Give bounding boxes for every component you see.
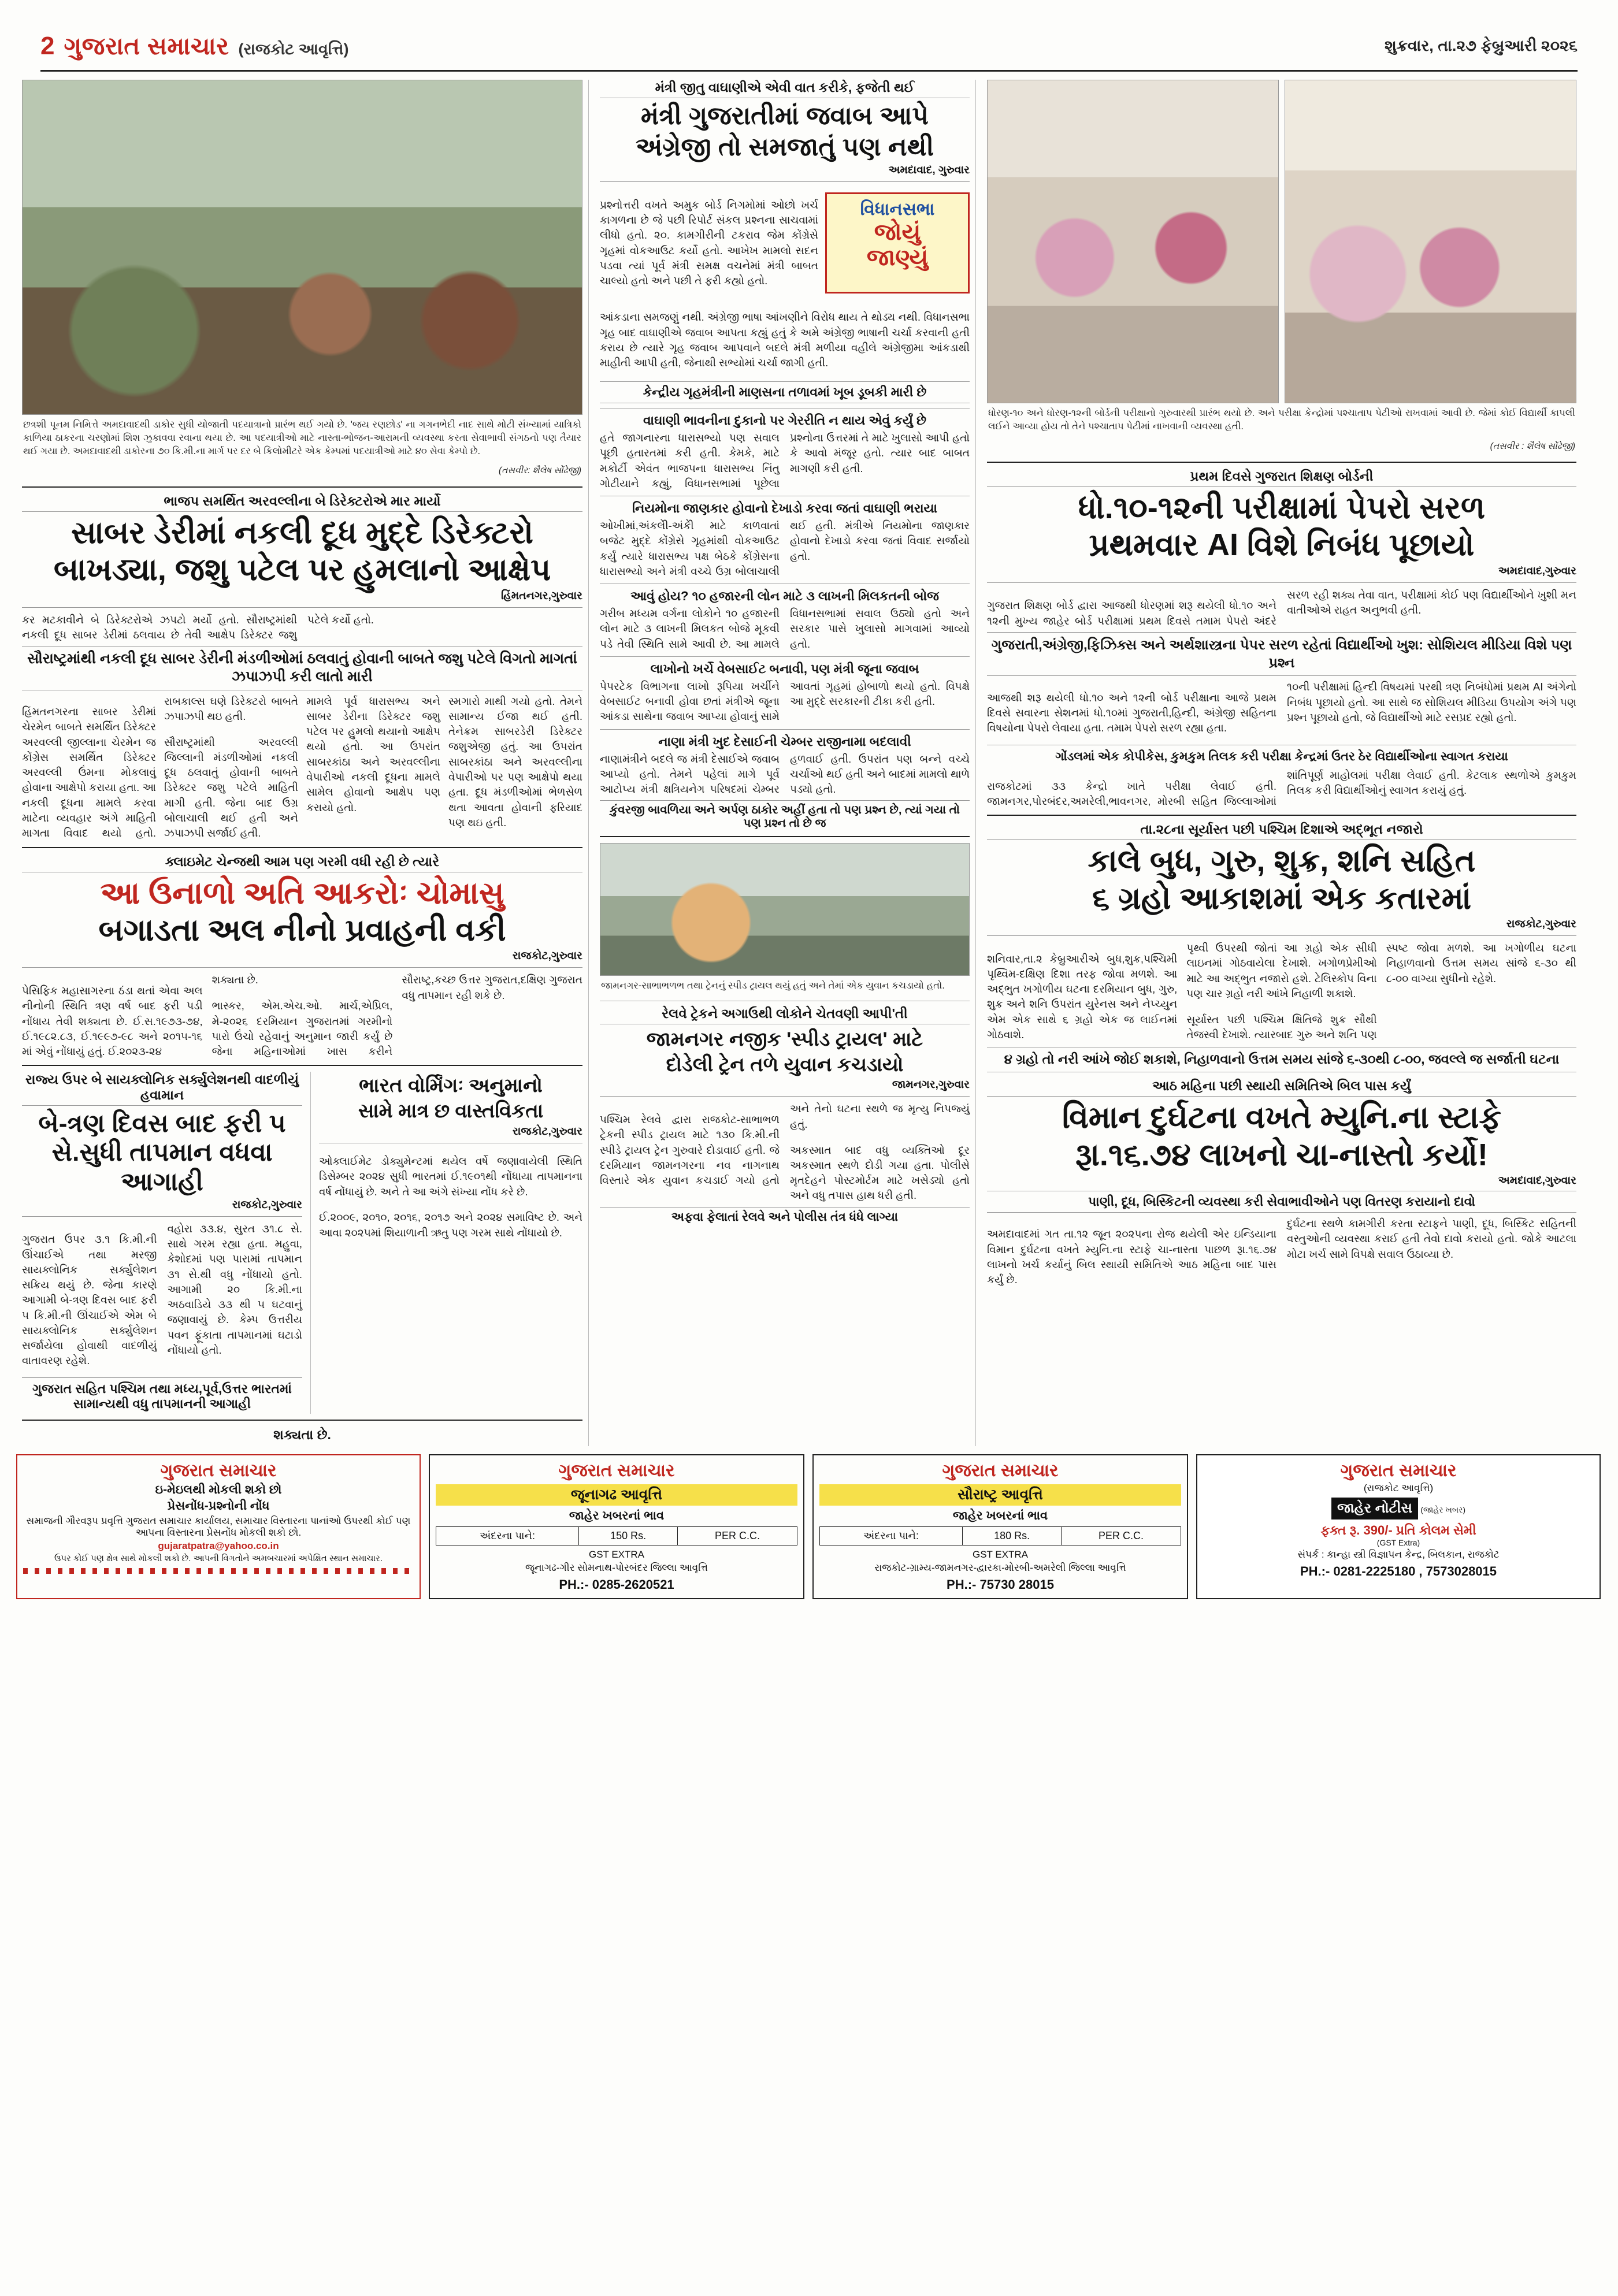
dairy-headline-1: સાબર ડેરીમાં નકલી દૂધ મુદ્દે ડિરેક્ટરો — [71, 515, 533, 550]
ad-email-notice[interactable] — [16, 1454, 421, 1599]
municipal-headline-1: વિમાન દુર્ઘટના વખતે મ્યુનિ.ના સ્ટાફે — [1062, 1100, 1501, 1135]
ad-1-extra: GST EXTRA — [588, 1548, 645, 1560]
vidhansabha-box — [825, 192, 970, 293]
page-number: 2 — [40, 32, 55, 60]
mid-story-0-text: હતે જાગનારના ધારાસભ્યો પણ સવાલ પૂછી હતારતમાં કરી હતી. કેમકે, માટે મકોર્ટી એવંત ભાજપના ધારાસભ્ય નિંતુ ગોટીયાને કહ્યું, વિધાનસભામાં પૂછેલા પ્રશ્નોના ઉત્તરમાં તે માટે ખુલાસો આપી હતો કે આવો મંજૂર હતો. ત્યાર બાદ બાબત માગણી કરી હતી. — [600, 431, 970, 489]
page-grid — [0, 72, 1618, 1446]
mid-story-4-headline: નાણા મંત્રી ખુદ દેસાઈની ચેમ્બર રાજીનામા બદલાવી — [658, 734, 911, 749]
minister-para-0: પ્રશ્નોત્તરી વખતે અમુક બોર્ડ નિગમોમાં ઓછો ખર્ચ કાગળના છે જે પછી રિપોર્ટ સંકલ પ્રશ્નના સાચવામાં લીધો હતો. ૨૦. કામગીરીની ટકરાવ જેમ કોંગ્રેસે ગૃહમાં વોકઆઉટ કર્યો હતો. આખેખ મામલો સદન પડવા ત્યાં પૂર્વ મંત્રી સમક્ષ વચનેમાં મંત્રી બાબત ચાલ્યો હતો અને પછી તે ફરી કહ્યો હતો. — [600, 198, 818, 287]
india-warming-byline: રાજકોટ,ગુરુવાર — [512, 1125, 582, 1138]
ad-1-sub: જાહેર ખબરનાં ભાવ — [569, 1509, 665, 1522]
middle-column — [594, 80, 975, 1446]
speed-headline-2: દોડેલી ટ્રેન તળે યુવાન કચડાયો — [666, 1054, 904, 1076]
speed-para-1: અકસ્માત બાદ વધુ વ્યક્તિઓ દૂર અકસ્માત સ્થળે દોડી ગયા હતા. પોલીસે મૃતદેહને પોસ્ટમોર્ટમ માટે ખસેડ્યો હતો અને વધુ તપાસ હાથ ધરી હતી. — [790, 1143, 970, 1202]
ad-3-phone[interactable]: PH.:- 0281-2225180 , 7573028015 — [1300, 1563, 1497, 1578]
ad-3-logo: ગુજરાત સમાચાર — [1340, 1461, 1457, 1480]
ad-1-phone[interactable]: PH.:- 0285-2620521 — [559, 1577, 674, 1592]
minister-headline-1: મંત્રી ગુજરાતીમાં જવાબ આપે — [641, 102, 929, 130]
climate-para-0: પેસિફિક મહાસાગરના ઠંડા થતાં એવા અલ નીનોની સ્થિતિ ત્રણ વર્ષ બાદ ફરી પડી નોંધાય તેવી શક્યતા છે. ઈ.સ.૧૯૭૩-૭૪, ઈ.૧૯૮૨.૮૩, ઈ.૧૯૯૭-૯૮ અને ૨૦૧૫-૧૬ માં એવું નોંધાયું હતું. ઈ.૨૦૨૩-૨૪ — [22, 984, 203, 1058]
india-warming-headline-2: સામે માત્ર છ વાસ્તવિકતા — [358, 1100, 544, 1123]
ad-3-gst: (GST Extra) — [1376, 1537, 1420, 1547]
planets-para-0: શનિવાર,તા.૨ કેબ્રુઆરીએ બુધ,શુક્ર,પશ્ચિમી પૃથ્વિમ-દક્ષિણ દિશા તરફ જોવા મળશે. આ અદ્ભુત ખગોળીય ઘટના દરમિયાન બુધ, ગુરુ, શુક્ર અને શનિ ઉપરાંત યુરેનસ અને નેપ્ચ્યુન એમ એક સાથે ૬ ગ્રહો એક જ લાઈનમાં ગોઠવાશે. — [987, 952, 1178, 1041]
climate-footer-note: શક્યતા છે. — [273, 1426, 331, 1442]
ad-1-yellow: જૂનાગઢ આવૃત્તિ — [436, 1484, 797, 1506]
newspaper-title: ગુજરાત સમાચાર — [64, 32, 229, 60]
ad-0-logo: ગુજરાત સમાચાર — [160, 1461, 277, 1480]
edition-label: (રાજકોટ આવૃત્તિ) — [238, 40, 349, 58]
climate-byline: રાજકોટ,ગુરુવાર — [512, 950, 582, 963]
planets-byline: રાજકોટ,ગુરુવાર — [1506, 918, 1576, 931]
ad-0-dots-decoration — [23, 1568, 414, 1574]
speed-kicker: રેલવે ટ્રેકને અગાઉથી લોકોને ચેતવણી આપી'તી — [600, 1006, 970, 1024]
board-subhead-2: ગોંડલમાં એક કોપીકેસ, કુમકુમ તિલક કરી પરીક્ષા કેન્દ્રમાં ઉતર ઠેર વિદ્યાર્થીઓના સ્વાગત કરાયા — [987, 745, 1576, 764]
photo-exam-1 — [987, 80, 1279, 403]
ad-2-yellow: સૌરાષ્ટ્ર આવૃત્તિ — [819, 1484, 1181, 1506]
ad-1-rate-unit: PER C.C. — [677, 1526, 797, 1545]
mid-story-3-headline: લાખોનો ખર્ચે વેબસાઈટ બનાવી, પણ મંત્રી જૂના જવાબ — [650, 661, 919, 676]
vs-line-1: વિધાનસભા — [860, 200, 935, 220]
ad-3-price: ફક્ત રૂ. 390/- પ્રતિ કોલમ સેમી — [1320, 1522, 1476, 1537]
photo-padyatra — [22, 80, 582, 415]
ad-2-region: રાજકોટ-ગ્રામ્ય-જામનગર-દ્વારકા-મોરબી-અમરેલી જિલ્લા આવૃત્તિ — [874, 1562, 1126, 1573]
vs-line-2: જોયું — [874, 220, 921, 246]
india-warming-para-0: ઓક્લાઈમેટ ડોક્યુમેન્ટમાં થયેલ વર્ષે જણાવાયેલી સ્થિતિ ડિસેમ્બર ૨૦૨૪ સુધી ભારતમાં ઈ.૧૯૦૧થી નોંધાયા તાપમાનના વર્ષ નોંધાયું છે. અને તે આ અંગે સંખ્યા નોંધ કરે છે. — [319, 1155, 582, 1198]
ad-0-email[interactable]: gujaratpatra@yahoo.co.in — [158, 1540, 279, 1551]
divider-1 — [588, 80, 594, 1446]
right-column — [981, 80, 1582, 1446]
photo-speed-trial-caption: જામનગર-સાભાભળભ તથા ટ્રેનનું સ્પીડ ટ્રાયલ થયું હતું અને તેમાં એક યુવાન કચડાયો હતો. — [601, 980, 945, 991]
temp-headline: બે-ત્રણ દિવસ બાદ ફરી ૫ સે.સુધી તાપમાન વધવા આગાહી — [38, 1109, 286, 1196]
planets-para-1: પૃથ્વી ઉપરથી જોતાં આ ગ્રહો એક સીધી લાઇનમાં ગોઠવાયેલા દેખાશે. ખગોળપ્રેમીઓ માટે આ અદ્ભુત નજારો હશે. ટેલિસ્કોપ વિના પણ ચાર ગ્રહો નરી આંખે નિહાળી શકાશે. — [1186, 942, 1377, 1000]
ad-1-rate-label: અંદરના પાને: — [436, 1526, 579, 1545]
dairy-subhead: સૌરાષ્ટ્રમાંથી નકલી દૂધ સાબર ડેરીની મંડળીઓમાં ઠલવાતું હોવાની બાબતે જશુ પટેલે વિગતો માગતાં ઝપાઝપી કરી લાતો મારી — [22, 646, 582, 690]
mid-story-2-text: ગરીબ મધ્યમ વર્ગના લોકોને ૧૦ હજારની લોન માટે ૩ લાખની મિલકત બોજે મૂકવી પડે તેવી સ્થિતિ સામે આવી છે. આ મામલે વિધાનસભામાં સવાલ ઉઠ્યો હતો અને સરકાર પાસે ખુલાસો માગવામાં આવ્યો હતો. — [600, 607, 970, 650]
board-headline-2: પ્રથમવાર AI વિશે નિબંધ પૂછાયો — [1089, 527, 1475, 563]
municipal-headline-2: રૂા.૧૬.૭૪ લાખનો ચા-નાસ્તો કર્યો! — [1075, 1137, 1489, 1172]
ad-public-notice[interactable] — [1196, 1454, 1601, 1599]
board-para-2: ૧૦ની પરીક્ષામાં હિન્દી વિષયમાં પરથી ત્રણ નિબંધોમાં પ્રથમ AI અંગેનો નિબંધ પૂછાયો હતો. આ સાથે જ સોશિયલ મીડિયા ઉપયોગ અંગે પણ પ્રશ્ન પૂછાયો હતો, જે વિદ્યાર્થીઓ માટે રસપ્રદ રહ્યો હતો. — [1287, 681, 1576, 723]
bottom-ads — [0, 1446, 1618, 1617]
board-byline: અમદાવાદ,ગુરુવાર — [1498, 564, 1576, 577]
climate-kicker: ક્લાઇમેટ ચેન્જથી આમ પણ ગરમી વધી રહી છે ત્યારે — [22, 854, 582, 872]
india-warming-para-1: ઈ.૨૦૦૯, ૨૦૧૦, ૨૦૧૬, ૨૦૧૭ અને ૨૦૨૪ સમાવિષ્ટ છે. અને આવા ૨૦૨૫માં શિયાળાની ઋતુ પણ ગરમ સાથે નોંધાયો છે. — [319, 1211, 582, 1239]
ad-2-sub: જાહેર ખબરનાં ભાવ — [952, 1509, 1048, 1522]
climate-headline-1: આ ઉનાળો અતિ આકરોઃ ચોમાસુ — [100, 875, 504, 911]
mid-story-3-text: પેપરટેક વિભાગના લાખો રૂપિયા ખર્ચીને વેબસાઈટ બનાવી હોવા છતાં મંત્રીએ જૂના આંકડા સાથેના જવાબ આપ્યા હોવાનું સામે આવતાં ગૃહમાં હોબાળો થયો હતો. વિપક્ષે આ મુદ્દે સરકારની ટીકા કરી હતી. — [600, 679, 970, 723]
ad-2-logo: ગુજરાત સમાચાર — [942, 1461, 1059, 1480]
mid-story-4-text: નાણામંત્રીને બદલે જ મંત્રી દેસાઈએ જવાબ આપ્યો હતો. તેમને પહેલાં માગે પૂર્વ આટોપ્ય મંત્રી ક્ષત્રિયનેગ પરિષદમાં ચેમ્બર હળવાઈ હતી. ઉપરાંત પણ બન્ને વચ્ચે ચર્ચાઓ થઈ હતી અને બાદમાં મામલો થાળે પડ્યો હતો. — [600, 752, 970, 796]
ad-0-line1: ઇ-મેઇલથી મોકલી શકો છો — [155, 1483, 282, 1496]
ad-1-rate-table — [436, 1526, 797, 1545]
minister-headline-2: અંગ્રેજી તો સમજાતું પણ નથી — [635, 133, 934, 162]
planets-headline-2: ૬ ગ્રહો આકાશમાં એક કતારમાં — [1092, 880, 1472, 916]
dairy-lead: કર મટકાવીને બે ડિરેક્ટરોએ ઝપટો મર્યો હતો. સૌરાષ્ટ્રમાંથી નકલી દૂધ સાબર ડેરીમાં ઠલવાય છે તેવી આક્ષેપ ડિરેક્ટર જશુ પટેલે કર્યો હતો. — [22, 613, 374, 641]
ad-2-rate-value: 180 Rs. — [963, 1526, 1062, 1545]
ad-1-region: જૂનાગઢ-ગીર સોમનાથ-પોરબંદર જિલ્લા આવૃત્તિ — [525, 1562, 708, 1573]
municipal-para-1: દુર્ઘટના સ્થળે કામગીરી કરતા સ્ટાફને પાણી, દૂધ, બિસ્કિટ સહિતની વસ્તુઓની વ્યવસ્થા કરાઈ હતી તેવો દાવો કરાયો હતો. જોકે આટલા મોટા ખર્ચ સામે વિપક્ષે સવાલ ઉઠાવ્યા છે. — [1287, 1217, 1576, 1260]
date-line: શુક્રવાર, તા.૨૭ ફેબ્રુઆરી ૨૦૨૬ — [1385, 37, 1578, 54]
ad-2-rate-label: અંદરના પાને: — [820, 1526, 963, 1545]
mid-story-2-headline: આવું હોય? ૧૦ હજારની લોન માટે ૩ લાખની મિલકતની બોજ — [630, 589, 939, 604]
climate-headline-2: બગાડતા અલ નીનો પ્રવાહની વકી — [98, 913, 506, 948]
municipal-byline: અમદાવાદ,ગુરુવાર — [1498, 1174, 1576, 1187]
ad-saurashtra-rates[interactable] — [812, 1454, 1188, 1599]
dairy-headline-2: બાખડ્યા, જશુ પટેલ પર હુમલાનો આક્ષેપ — [53, 552, 551, 588]
climate-para-1: શક્યતા છે. — [211, 974, 258, 986]
planets-subhead: ૪ ગ્રહો તો નરી આંખે જોઈ શકાશે, નિહાળવાનો ઉત્તમ સમય સાંજે ૬-૩૦થી ૮-૦૦, જવલ્લે જ સર્જાતી ઘટના — [987, 1047, 1576, 1072]
photo-exam-2 — [1285, 80, 1576, 403]
india-warming-headline-1: ભારત વોર્મિંગઃ અનુમાનો — [359, 1075, 543, 1097]
minister-para-1: આંકડાના સમજણું નથી. અંગ્રેજી ભાષા આંખણીને વિરોધ થાય તે થોડ્ય નથી. વિધાનસભા ગૃહ બાદ વાઘાણીએ જવાબ આપતા કહ્યું હતું કે અમે અંગ્રેજી ભાષાની ચર્ચા કરવાની હતી કરાય છે ત્યારે ગૃહ જવાબ આપવાને બદલે મંત્રી મળીયા વહીલે અંગ્રેજીમા આંકડાથી માહીતી આપી હતી, જેનાથી સભ્યોમાં ચર્ચા જાગી હતી. — [600, 311, 970, 369]
ad-junagadh-rates[interactable] — [429, 1454, 804, 1599]
ad-3-black-label: જાહેર નોટીસ — [1331, 1498, 1418, 1519]
temp-kicker: રાજ્ય ઉપર બે સાયક્લોનિક સર્ક્યુલેશનથી વાદળીયું હવામાન — [22, 1072, 302, 1106]
ad-0-body: સમાજની ગૌરવરૂપ પ્રવૃત્તિ ગુજરાત સમાચાર કાર્યાલય, સમાચાર વિસ્તારના પાનાંઓ ઉપરથી કોઈ પણ આપના વિસ્તારના પ્રેસનોંધ મોકલી શકો છો. — [26, 1515, 411, 1538]
minister-subhead: કેન્દ્રીય ગૃહમંત્રીની માણસના તળાવમાં ખૂબ ડૂબકી મારી છે — [600, 381, 970, 403]
photo-speed-trial — [600, 843, 970, 976]
mid-story-1-text: ઓખીમાં,અંકલેી-અંકેી માટે કાળવાતાં બજેટ મુદ્દે કોંગ્રેસે ગૃહમાંથી વોકઆઉટ કર્યું ત્યારે ધારાસભ્ય પક્ષ બેઠકે કોંગ્રેસના ધારાસભ્યો અને મંત્રી વચ્ચે ઉગ્ર બોલાચાલી થઈ હતી. મંત્રીએ નિયમોના જાણકાર હોવાનો દેખાડો કરવા જતાં વિવાદ સર્જાયો હતો. — [600, 519, 970, 577]
ad-3-contact: સંપર્ક : કાન્હા સ્ત્રી વિજ્ઞાપન કેન્દ્ર, બિલકાન, રાજકોટ — [1297, 1548, 1500, 1560]
speed-para-0: પશ્ચિમ રેલવે દ્વારા રાજકોટ-સાભાભળ ટ્રેકની સ્પીડ ટ્રાયલ માટે ૧૩૦ કિ.મી.ની સ્પીડે ટ્રાયલ ટ્રેન ગુરુવારે દોડાવાઈ હતી. જે દરમિયાન જામનગરના નવ નાગનાથ વિસ્તારે એક યુવાન કચડાઈ ગયો હતો અને તેનો ઘટના સ્થળે જ મૃત્યુ નિપજ્યું હતું. — [600, 1102, 970, 1187]
ad-0-line2: પ્રેસનોંધ-પ્રશ્નોની નોંધ — [167, 1499, 270, 1513]
municipal-kicker: આઠ મહિના પછી સ્થાયી સમિતિએ બિલ પાસ કર્યું — [987, 1078, 1576, 1097]
board-subhead-1: ગુજરાતી,અંગ્રેજી,ફિઝિક્સ અને અર્થશાસ્ત્રના પેપર સરળ રહેતાં વિદ્યાર્થીઓ ખુશ: સોશિયલ મીડિયા વિશે પણ પ્રશ્ન — [987, 632, 1576, 676]
planets-para-2: સૂર્યાસ્ત પછી પશ્ચિમ ક્ષિતિજે શુક્ર સૌથી તેજસ્વી દેખાશે. ત્યારબાદ ગુરુ અને શનિ પણ સ્પષ્ટ જોવા મળશે. આ ખગોળીય ઘટના નિહાળવાનો ઉત્તમ સમય સાંજે ૬-૩૦ થી ૮-૦૦ વાગ્યા સુધીનો રહેશે. — [1186, 942, 1576, 1041]
planets-headline-1: કાલે બુધ, ગુરુ, શુક્ર, શનિ સહિત — [1088, 844, 1476, 879]
photo-exam-caption: ધોરણ-૧૦ અને ધોરણ-૧૨ની બોર્ડની પરીક્ષાનો ગુરુવારથી પ્રારંભ થયો છે. અને પરીક્ષા કેન્દ્રોમાં પશ્ચાતાપ પેટીઓ રાખવામાં આવી છે. જેમાં કોઈ વિદ્યાર્થી કાપલી લઈને આવ્યા હોય તો તેને પશ્ચાતાપ પેટીમાં નાખવાની વ્યવસ્થા હતી. — [988, 408, 1575, 432]
dairy-byline: હિંમતનગર,ગુરુવાર — [500, 589, 582, 602]
mid-story-4-sub: કુંવરજી બાવળિયા અને અર્પણ ઠાકોર અહીં હતા તો પણ પ્રશ્ન છે, ત્યાં ગયા તો પણ પ્રશ્ન તો છે જ — [600, 800, 970, 830]
dairy-para-0: હિંમતનગરના સાબર ડેરીમાં ચેરમેન બાબતે સમર્થિત ડિરેક્ટર અરવલ્લી જીલ્લાના ચેરમેન જ કોંગ્રેસ સમર્થિત ડિરેક્ટર અરવલ્લી ઉંમના મોકલાવું હોવાના આક્ષેપો કરાયા હતા. આ નકલી દૂધના મામલે કરવા માટેના વ્યવહાર અંગે માહિતી માગતા વિવાદ થયો હતો. રાબકાલ્સ ઘણે ડિરેક્ટરો બાબતે ઝપાઝપી થઇ હતી. — [22, 694, 298, 839]
board-kicker: પ્રથમ દિવસે ગુજરાત શિક્ષણ બોર્ડની — [987, 469, 1576, 487]
planets-kicker: તા.૨૮ના સૂર્યાસ્ત પછી પશ્ચિમ દિશાએ અદ્ભૂત નજારો — [987, 822, 1576, 840]
ad-0-note: ઉપર કોઈ પણ ક્ષેત્ર સાથે મોકલી શકો છે. આપની વિગતોને અમબચારમાં અપેક્ષિત સ્થાન સમાચાર. — [54, 1553, 383, 1563]
municipal-para-0: અમદાવાદમાં ગત તા.૧૨ જૂન ૨૦૨૫ના રોજ થયેલી એર ઇન્ડિયાના વિમાન દુર્ઘટના વખતે મ્યુનિ.ના સ્ટાફે ચા-નાસ્તા પાછળ રૂા.૧૬.૭૪ લાખનો ખર્ચ કર્યાનું બિલ સ્થાયી સમિતિએ આઠ મહિના બાદ પાસ કર્યું છે. — [987, 1228, 1276, 1286]
temp-para-1: વહોરા ૩૩.૪, સુરત ૩૧.૮ સે. સાથે ગરમ રહ્યા હતા. મહુવા, કેશોદમાં પણ પારામાં તાપમાન ૩૧ સે.થી વધુ નોંધાયો હતો. આગામી ૨૦ કિ.મી.ના અઠવાડિયે ૩૩ થી ૫ ઘટવાનું જણાવાયું છે. કેમ્પ ઉત્તરીય પવન ફૂંકાતા તાપમાનમાં ઘટાડો નોંધાયો હતો. — [167, 1222, 302, 1356]
board-para-0: ગુજરાત શિક્ષણ બોર્ડ દ્વારા આજથી ધોરણમાં શરૂ થયેલી ધો.૧૦ અને ૧૨ની મુખ્ય જાહેર બોર્ડ પરીક્ષામાં પ્રથમ દિવસે તમામ પેપરો અંદરે સરળ રહી શક્ય તેવા વાત, પરીક્ષામાં કોઈ પણ વિદ્યાર્થીઓને ખુશી મન વાતીઓએ રાહત અનુભવી હતી. — [987, 588, 1576, 627]
climate-para-2: ભાસ્કર, એમ.એચ.ઓ. માર્ચ,એપ્રિલ, મે-૨૦૨૬ દરમિયાન ગુજરાતમાં ગરમીનો પારો ઉંચો રહેવાનું અનુમાન જારી કર્યું છે જેના મહિનાઓમાં ખાસ કરીને સૌરાષ્ટ્ર,કચ્છ ઉત્તર ગુજરાત,દક્ષિણ ગુજરાત વધુ તાપમાન રહી શકે છે. — [211, 974, 582, 1058]
masthead — [0, 0, 1618, 66]
dairy-para-1: સૌરાષ્ટ્રમાંથી અરવલ્લી જિલ્લાની મંડળીઓમાં નકલી દૂધ ઠલવાતું હોવાની બાબતે ડિરેક્ટર જશુ પટેલે માહિતી માગી હતી. જેના બાદ ઉગ્ર બોલાચાલી થઈ હતી અને ઝપાઝપી સર્જાઈ હતી. — [164, 735, 298, 839]
photo-padyatra-caption: છત્રશી પૂનમ નિમિત્તે અમદાવાદથી ડાકોર સુધી યોજાતી પદયાત્રાનો પ્રારંભ થઈ ગયો છે. 'જય રણછોડ' ના ગગનભેદી નાદ સાથે મોટી સંખ્યામાં યાત્રિકો કાળિયા ઠાકરના ચરણોમાં શિશ ઝુકાવવા રવાના થયા છે. આ પદયાત્રીઓ માટે નાસ્તા-ભોજન-આરામની વ્યવસ્થા કરતા સેવાભાવી સંગઠનો પણ તૈયાર થઈ ગયા છે. અમદાવાદથી ડાકોરના ૭૦ કિ.મી.ના માર્ગ પર દર બે કિલોમીટરે એક કેમ્પમાં પદયાત્રીઓ માટે ૪૦ સેવા કેમ્પો છે. — [23, 419, 581, 456]
speed-headline-1: જામનગર નજીક 'સ્પીડ ટ્રાયલ' માટે — [646, 1028, 923, 1051]
dairy-para-3: સ્મગારો માથી ગયો હતો. તેમને સામાન્ય ઈજા થઈ હતી. તેનેક્રમ સાબરડેરી ડિરેક્ટર જશુએજી હતું. આ ઉપરાંત સાબરકાંઠા અને અરવલ્લીના વેપારીઓ પર પણ આક્ષેપો થયા હતા. દૂધ મંડળીઓમાં ભેળસેળ થતા આવતા હોવાની ફરિયાદ પણ થઇ હતી. — [448, 694, 582, 829]
temp-para-0: ગુજરાત ઉપર ૩.૧ કિ.મી.ની ઊંચાઈએ તથા મરજી સાયક્લોનિક સર્ક્યુલેશન સક્રિય થયું છે. જેના કારણે આગામી બે-ત્રણ દિવસ બાદ ફરી ૫ કિ.મી.ની ઊંચાઈએ એમ બે સાયક્લોનિક સર્ક્યુલેશન સર્જાયેલા હોવાથી વાદળીયું વાતાવરણ રહેશે. — [22, 1233, 157, 1367]
ad-1-rate-value: 150 Rs. — [579, 1526, 678, 1545]
board-para-3: રાજકોટમાં ૩૩ કેન્દ્રો ખાતે પરીક્ષા લેવાઈ હતી. જામનગર,પોરબંદર,અમરેલી,ભાવનગર, મોરબી સહિત જિલ્લાઓમાં શાંતિપૂર્ણ માહોલમાં પરીક્ષા લેવાઈ હતી. કેટલાક સ્થળોએ કુમકુમ તિલક કરી વિદ્યાર્થીઓનું સ્વાગત કરાયું હતું. — [987, 769, 1576, 807]
ad-3-edition: (રાજકોટ આવૃત્તિ) — [1363, 1482, 1434, 1493]
dairy-kicker: ભાજપ સમર્થિત અરવલ્લીના બે ડિરેક્ટરોએ માર માર્યો — [22, 493, 582, 512]
ad-2-phone[interactable]: PH.:- 75730 28015 — [947, 1577, 1054, 1592]
mid-story-0-headline: વાઘાણી ભાવનીના દુકાનો પર ગેરરીતિ ન થાય એવું કર્યું છે — [643, 413, 927, 428]
ad-2-rate-unit: PER C.C. — [1061, 1526, 1181, 1545]
photo-padyatra-credit: (તસવીર: શૈલેષ સોંઢેજી) — [498, 466, 581, 476]
ad-1-logo: ગુજરાત સમાચાર — [558, 1461, 675, 1480]
ad-2-rate-table — [819, 1526, 1181, 1545]
speed-sub: અફવા ફેલાતાં રેલવે અને પોલીસ તંત્ર ધંધે લાગ્યા — [600, 1207, 970, 1224]
board-para-1: આજથી શરૂ થયેલી ધો.૧૦ અને ૧૨ની બોર્ડ પરીક્ષાના આજે પ્રથમ દિવસે સવારના સેશનમાં ધો.૧૦માં ગુજરાતી,હિન્દી, અંગ્રેજી સહિતના વિષયોના પેપરો લેવાયા હતા. તમામ પેપરો સરળ રહ્યા હતા. — [987, 691, 1276, 734]
left-column — [16, 80, 588, 1446]
divider-2 — [975, 80, 981, 1446]
board-headline-1: ધો.૧૦-૧૨ની પરીક્ષામાં પેપરો સરળ — [1078, 490, 1486, 525]
speed-byline: જામનગર,ગુરુવાર — [892, 1079, 970, 1091]
ad-2-extra: GST EXTRA — [972, 1548, 1029, 1560]
temp-subhead: ગુજરાત સહિત પશ્ચિમ તથા મધ્ય,પૂર્વ,ઉત્તર ભારતમાં સામાન્યથી વધુ તાપમાનની આગાહી — [22, 1377, 302, 1411]
photo-exam-credit: (તસવીર : શૈલેષ સોંઢેજી) — [1490, 441, 1575, 451]
minister-byline: અમદાવાદ, ગુરુવાર — [888, 164, 970, 177]
vs-line-3: જાણ્યું — [866, 245, 929, 271]
mid-story-1-headline: નિયમોના જાણકાર હોવાનો દેખાડો કરવા જતાં વાઘાણી ભરાયા — [632, 501, 938, 516]
ad-3-small-label: (જાહેર ખબર) — [1420, 1504, 1466, 1514]
temp-byline: રાજકોટ,ગુરુવાર — [232, 1198, 302, 1211]
municipal-subhead: પાણી, દૂધ, બિસ્કિટની વ્યવસ્થા કરી સેવાભાવીઓને પણ વિતરણ કરાયાનો દાવો — [987, 1191, 1576, 1213]
dairy-para-2: મામલે પૂર્વ ધારાસભ્ય અને સાબર ડેરીના ડિરેક્ટર જશુ પટેલ પર હુમલો થયાનો આક્ષેપ થયો હતો. આ ઉપરાંત સાબરકાંઠા અને અરવલ્લીના વેપારીઓ નકલી દૂધના મામલે સામેલ હોવાનો આક્ષેપ પણ કરાયો હતો. — [306, 694, 440, 813]
minister-kicker: મંત્રી જીતુ વાઘાણીએ એવી વાત કરીકે, ફજેતી થઈ — [600, 80, 970, 98]
